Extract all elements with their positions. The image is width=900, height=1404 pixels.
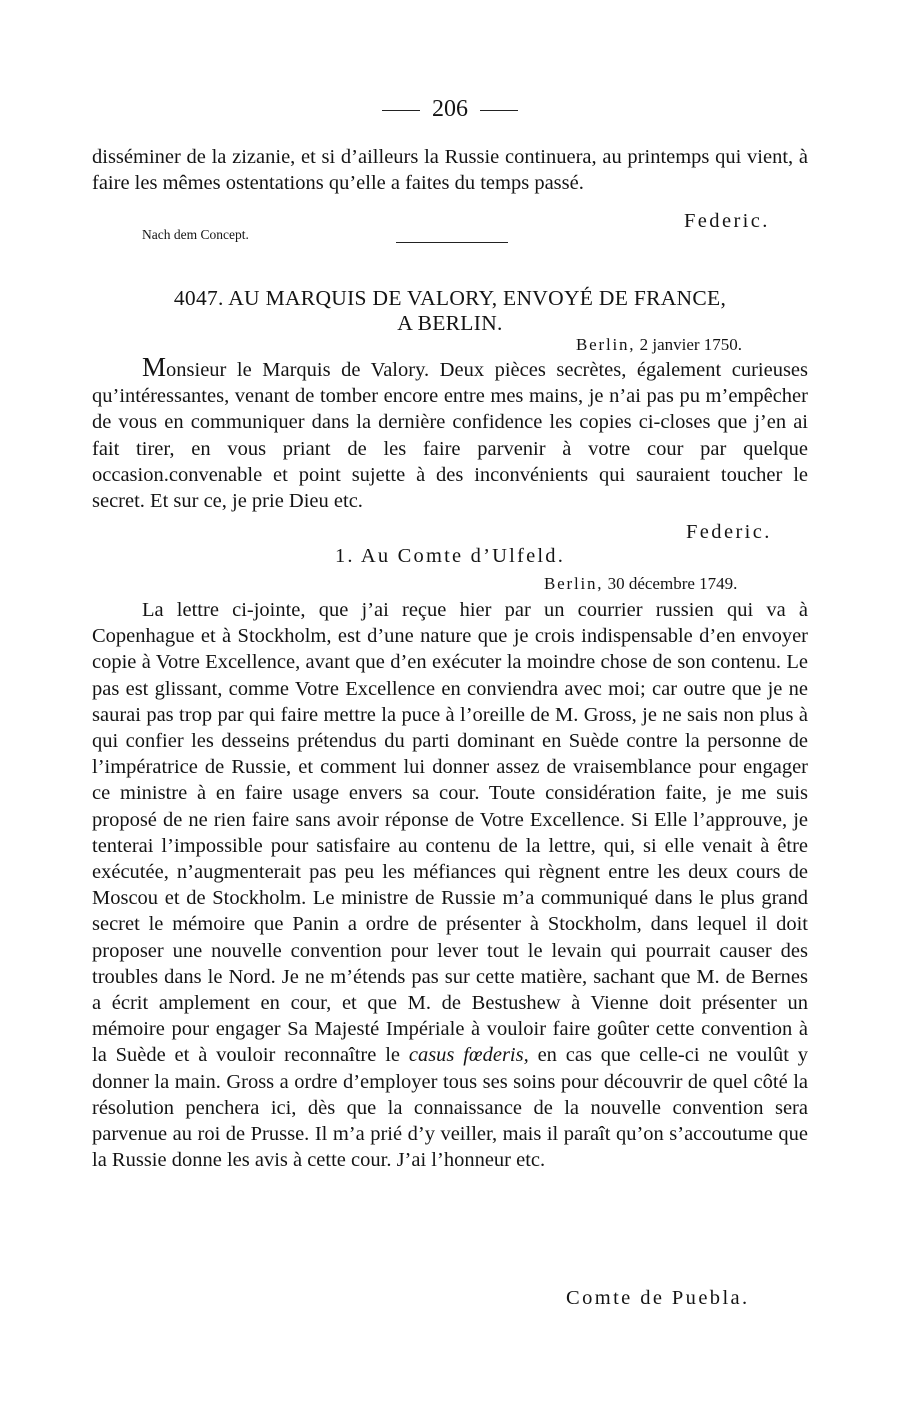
enclosure-dateline-place: Berlin,: [544, 574, 604, 593]
enclosure-body: [92, 597, 808, 1173]
dateline-date: 2 janvier 1750.: [639, 335, 743, 354]
source-note: Nach dem Concept.: [142, 227, 249, 242]
enclosure-title: 1. Au Comte d’Ulfeld.: [334, 545, 566, 567]
letter-heading-line1: AU MARQUIS DE VALORY, ENVOYÉ DE FRANCE,: [228, 286, 727, 310]
continuation-text: disséminer de la zizanie, et si d’ailleurs la Russie continuera, au printemps qui vient, à faire les mêmes ostentations qu’elle a faites du temps passé.: [92, 146, 808, 195]
letter-dateline: [576, 334, 742, 356]
letter-body-text: onsieur le Marquis de Valory. Deux pièces secrètes, également curieuses qu’intéressantes, venant de tomber encore entre mes mains, je n’ai pas pu m’empêcher de vous en communiquer dans la dernière confidence les copies ci-closes que j’en ai fait tirer, en vous priant de les faire parvenir à votre cour par quelque occasion.convenable et point sujette à des inconvénients qui sauraient toucher le secret. Et sur ce, je prie Dieu etc.: [92, 359, 808, 513]
letter-heading-line2: A BERLIN.: [397, 311, 503, 335]
enclosure-dateline: [544, 573, 737, 595]
continuation-signature: Federic.: [684, 210, 770, 232]
header-dash-left: [382, 110, 420, 111]
page-header: [0, 94, 900, 124]
enclosure-dateline-date: 30 décembre 1749.: [607, 574, 738, 593]
casus-foederis-term: casus fœderis,: [408, 1044, 529, 1067]
header-dash-right: [480, 110, 518, 111]
salutation-initial: M: [142, 352, 167, 382]
page-number: 206: [432, 96, 468, 122]
letter-body: [92, 354, 808, 514]
letter-number: 4047.: [173, 286, 224, 310]
enclosure-body-part2: en cas que celle-ci ne voulût y donner la main. Gross a ordre d’employer tous ses soins pour découvrir de quel côté la résolution penchera ici, dès que la connaissance de la nouvelle convention sera parvenue au roi de Prusse. Il m’a prié d’y veiller, mais il paraît qu’on s’accoutume que la Russie donne les avis à cette cour. J’ai l’honneur etc.: [92, 1044, 809, 1172]
letter-heading: [100, 285, 800, 311]
enclosure-body-part1: La lettre ci-jointe, que j’ai reçue hier par un courrier russien qui va à Copenhague et à Stockholm, est d’une nature que je crois indispensable d’en envoyer copie à Votre Excellence, avant que d’en exécuter la moindre chose de son contenu. Le pas est glissant, comme Votre Excellence en conviendra avec moi; car outre que je ne saurai pas trop par qui faire mettre la puce à l’oreille de M. Gross, je ne sais non plus à qui confier les desseins prétendus du parti dominant en Suède contre la personne de l’impératrice de Russie, et comment lui donner assez de vraisemblance pour engager ce ministre à en faire usage envers sa cour. Toute considération faite, je me suis proposé de ne rien faire sans avoir réponse de Votre Excellence. Si Elle l’approuve, je tenterai l’impossible pour satisfaire au contenu de la lettre, qui, si elle venait à être exécutée, n’augmenterait pas peu les méfiances qui règnent entre les deux cours de Moscou et de Stockholm. Le ministre de Russie m’a communiqué dans le plus grand secret le mémoire que Panin a ordre de présenter à Stockholm, dans lequel il doit proposer une nouvelle convention pour lever tout le levain qui pourrait causer des troubles dans le Nord. Je ne m’étends pas sur cette matière, sachant que M. de Bernes a écrit amplement en cour, et que M. de Bestushew à Vienne doit présenter un mémoire pour engager Sa Majesté Impériale à vouloir faire goûter cette convention à la Suède et à vouloir reconnaître le: [92, 599, 808, 1067]
enclosure-signature: Comte de Puebla.: [566, 1287, 750, 1309]
continuation-paragraph: [92, 144, 808, 196]
dateline-place: Berlin,: [576, 335, 636, 354]
letter-signature: Federic.: [686, 521, 772, 543]
section-divider: [396, 242, 508, 243]
